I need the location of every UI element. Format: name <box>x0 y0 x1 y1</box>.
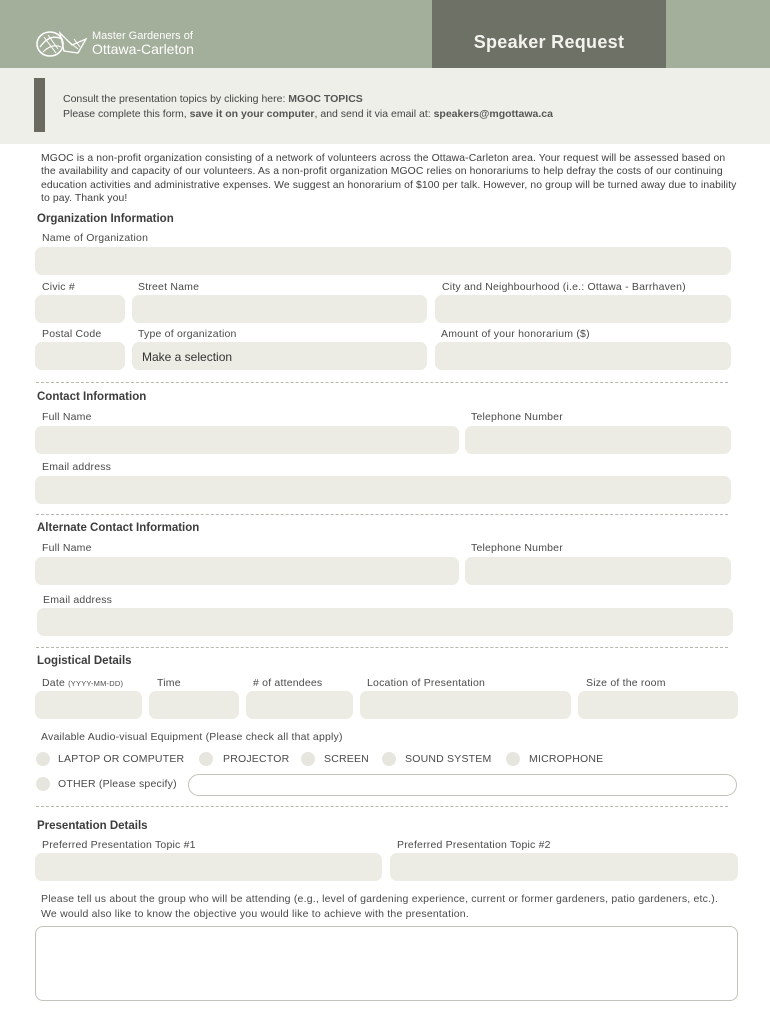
topic1-input[interactable] <box>35 853 382 881</box>
alt-contact-section-heading: Alternate Contact Information <box>37 522 200 534</box>
alt-contact-phone-label: Telephone Number <box>471 542 563 554</box>
laptop-checkbox[interactable] <box>36 752 50 766</box>
instructions-mid: , and send it via email at: <box>314 108 434 120</box>
group-description-textarea[interactable] <box>35 926 738 1001</box>
section-divider <box>36 382 728 383</box>
postal-input[interactable] <box>35 342 125 370</box>
logo-text-line2: Ottawa-Carleton <box>92 41 194 57</box>
group-description-prompt: Please tell us about the group who will be attending (e.g., level of gardening experience, current or former gardeners, patio gardeners, etc.). We would also like to know the objective you would like to achieve with the presentation. <box>41 893 719 920</box>
city-label: City and Neighbourhood (i.e.: Ottawa - Barrhaven) <box>442 281 686 293</box>
postal-label: Postal Code <box>42 328 102 340</box>
time-label: Time <box>157 677 181 689</box>
mgoc-topics-link[interactable]: MGOC TOPICS <box>288 93 363 105</box>
sound-system-checkbox[interactable] <box>382 752 396 766</box>
attendees-label: # of attendees <box>253 677 323 689</box>
location-label: Location of Presentation <box>367 677 486 689</box>
other-option-label: OTHER (Please specify) <box>58 778 177 790</box>
contact-phone-input[interactable] <box>465 426 731 454</box>
projector-option-label: PROJECTOR <box>223 753 290 765</box>
logo-text-line1: Master Gardeners of <box>92 30 193 42</box>
contact-phone-label: Telephone Number <box>471 411 563 423</box>
honorarium-label: Amount of your honorarium ($) <box>441 328 590 340</box>
room-size-label: Size of the room <box>586 677 666 689</box>
screen-option-label: SCREEN <box>324 753 369 765</box>
intro-paragraph: MGOC is a non-profit organization consisting of a network of volunteers across the Ottawa-Carleton area. Your request will be assessed based on the availability and capacity of our volunteers. As a non-profit organization MGOC relies on honorariums to help defray the costs of our continuing education activities and administrative expenses. We suggest an honorarium of $100 per talk. However, no group will be turned away due to inability to pay. Thank you! <box>41 153 737 204</box>
instructions-pre: Please complete this form, <box>63 108 190 120</box>
section-divider <box>36 514 728 515</box>
civic-input[interactable] <box>35 295 125 323</box>
street-input[interactable] <box>132 295 427 323</box>
date-input[interactable] <box>35 691 142 719</box>
alt-contact-name-label: Full Name <box>42 542 92 554</box>
topic2-input[interactable] <box>390 853 738 881</box>
room-size-input[interactable] <box>578 691 738 719</box>
alt-contact-phone-input[interactable] <box>465 557 731 585</box>
mgoc-logo-icon <box>34 25 90 61</box>
screen-checkbox[interactable] <box>301 752 315 766</box>
contact-email-input[interactable] <box>35 476 731 504</box>
sound-system-option-label: SOUND SYSTEM <box>405 753 492 765</box>
alt-contact-name-input[interactable] <box>35 557 459 585</box>
contact-name-label: Full Name <box>42 411 92 423</box>
org-section-heading: Organization Information <box>37 213 174 225</box>
info-accent-bar <box>34 78 45 132</box>
street-label: Street Name <box>138 281 200 293</box>
section-divider <box>36 806 728 807</box>
topic1-label: Preferred Presentation Topic #1 <box>42 839 196 851</box>
info-line-instructions <box>63 108 553 120</box>
presentation-section-heading: Presentation Details <box>37 820 148 832</box>
laptop-option-label: LAPTOP OR COMPUTER <box>58 753 185 765</box>
alt-contact-email-input[interactable] <box>37 608 733 636</box>
contact-section-heading: Contact Information <box>37 391 147 403</box>
attendees-input[interactable] <box>246 691 353 719</box>
microphone-checkbox[interactable] <box>506 752 520 766</box>
section-divider <box>36 647 728 648</box>
org-name-label: Name of Organization <box>42 232 149 244</box>
speakers-email-link[interactable]: speakers@mgottawa.ca <box>433 108 553 120</box>
honorarium-input[interactable] <box>435 342 731 370</box>
date-label-text: Date <box>42 677 69 689</box>
contact-name-input[interactable] <box>35 426 459 454</box>
contact-email-label: Email address <box>42 461 112 473</box>
topics-prompt: Consult the presentation topics by clicking here: <box>63 93 289 105</box>
date-label <box>42 677 123 689</box>
alt-contact-email-label: Email address <box>43 594 113 606</box>
location-input[interactable] <box>360 691 571 719</box>
other-checkbox[interactable] <box>36 777 50 791</box>
page-title: Speaker Request <box>473 32 625 52</box>
time-input[interactable] <box>149 691 239 719</box>
microphone-option-label: MICROPHONE <box>529 753 604 765</box>
instructions-save: save it on your computer <box>189 108 315 120</box>
av-equipment-label: Available Audio-visual Equipment (Please check all that apply) <box>41 731 343 743</box>
org-type-label: Type of organization <box>138 328 237 340</box>
other-specify-input[interactable] <box>188 774 737 796</box>
info-band <box>0 68 770 144</box>
info-line-topics <box>63 93 363 105</box>
logistics-section-heading: Logistical Details <box>37 655 132 667</box>
topic2-label: Preferred Presentation Topic #2 <box>397 839 551 851</box>
city-input[interactable] <box>435 295 731 323</box>
org-type-select[interactable]: Make a selection <box>132 342 427 370</box>
org-name-input[interactable] <box>35 247 731 275</box>
date-format-hint: (YYYY-MM-DD) <box>68 679 124 688</box>
projector-checkbox[interactable] <box>199 752 213 766</box>
civic-label: Civic # <box>42 281 75 293</box>
